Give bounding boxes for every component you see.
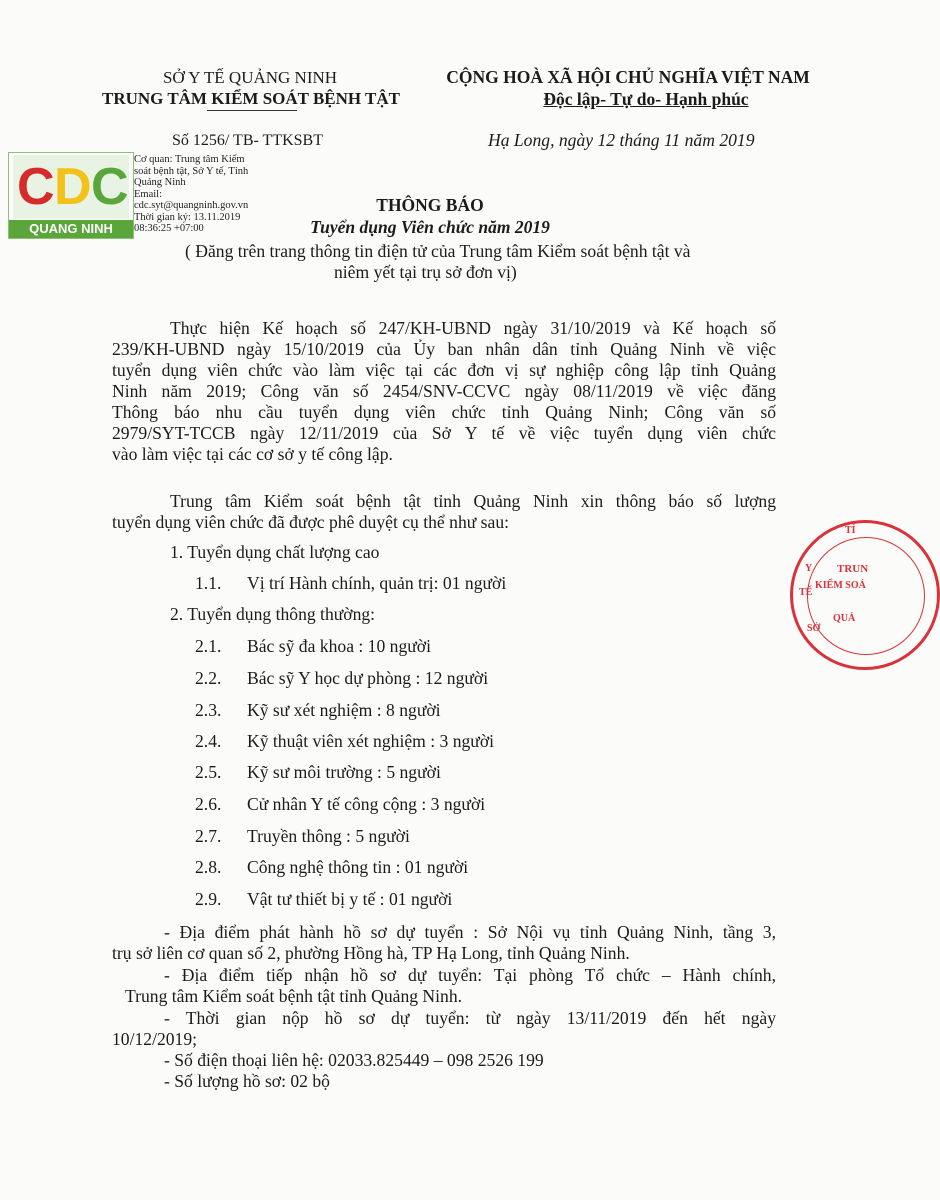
detail-submission-time: - Thời gian nộp hồ sơ dự tuyển: từ ngày 13/11/2019 đến hết ngày (164, 1008, 776, 1028)
signature-line: cdc.syt@quangninh.gov.vn (134, 200, 249, 211)
list-item (195, 636, 431, 657)
signature-line: Thời gian ký: 13.11.2019 (134, 211, 241, 223)
paragraph-line: vào làm việc tại các cơ sở y tế công lập. (112, 444, 393, 464)
item-text: Bác sỹ đa khoa : 10 người (247, 636, 431, 656)
digital-signature-info (134, 154, 284, 235)
list-item (195, 668, 488, 689)
stamp-text: QUẢ (833, 613, 856, 624)
item-number: 2.5. (195, 762, 222, 782)
list-item (195, 794, 485, 815)
item-text: Kỹ sư xét nghiệm : 8 người (247, 700, 441, 720)
stamp-edge-letter: Y (805, 563, 813, 574)
signature-line: Email: (134, 188, 162, 200)
paragraph-announcement (112, 491, 776, 533)
notice-title: THÔNG BÁO (376, 195, 484, 215)
paragraph-legal-basis (112, 318, 776, 465)
details-block (112, 922, 776, 1092)
detail-submission-time-cont: 10/12/2019; (112, 1029, 198, 1049)
item-number: 2.4. (195, 731, 222, 751)
logo-caption: QUANG NINH (9, 220, 133, 238)
list-item (195, 762, 441, 783)
detail-document-count: - Số lượng hồ sơ: 02 bộ (164, 1071, 330, 1091)
list-item (195, 573, 506, 594)
detail-receive-location: - Địa điểm tiếp nhận hồ sơ dự tuyển: Tại phòng Tổ chức – Hành chính, (164, 965, 776, 985)
section-regular-heading: 2. Tuyển dụng thông thường: (170, 604, 376, 624)
item-text: Cử nhân Y tế công cộng : 3 người (247, 794, 486, 814)
detail-receive-location-cont: Trung tâm Kiểm soát bệnh tật tỉnh Quảng Ninh. (125, 986, 463, 1006)
cdc-logo (8, 152, 134, 239)
stamp-edge-letter: TỈ (845, 525, 856, 536)
document-number: Số 1256/ TB- TTKSBT (172, 132, 323, 149)
list-item (195, 857, 468, 878)
signature-line: Cơ quan: Trung tâm Kiểm (134, 154, 245, 165)
paragraph-line: Ninh năm 2019; Công văn số 2454/SNV-CCVC ngày 08/11/2019 về việc đăng (112, 381, 776, 401)
center-name: TRUNG TÂM KIỂM SOÁT BỆNH TẬT (101, 89, 401, 108)
paragraph-line: 239/KH-UBND ngày 15/10/2019 của Ủy ban nhân dân tỉnh Quảng Ninh về việc (112, 339, 776, 359)
detail-phone: - Số điện thoại liên hệ: 02033.825449 – 098 2526 199 (164, 1050, 544, 1070)
agency-name: SỞ Y TẾ QUẢNG NINH (162, 68, 338, 87)
place-date: Hạ Long, ngày 12 tháng 11 năm 2019 (488, 130, 755, 150)
item-number: 2.3. (195, 700, 222, 720)
paragraph-line: tuyển dụng viên chức đã được phê duyệt cụ thể như sau: (112, 512, 510, 532)
paragraph-line: tuyển dụng viên chức vào làm việc tại các đơn vị sự nghiệp công lập tỉnh Quảng (112, 360, 776, 380)
item-number: 2.2. (195, 668, 222, 688)
national-motto: Độc lập- Tự do- Hạnh phúc (543, 89, 749, 109)
signature-line: soát bệnh tật, Sở Y tế, Tỉnh (134, 165, 249, 177)
logo-letter-d-yellow: D (54, 158, 92, 216)
section-high-quality-heading: 1. Tuyển dụng chất lượng cao (170, 542, 380, 562)
stamp-text: KIỂM SOÁ (815, 580, 866, 591)
item-text: Vật tư thiết bị y tế : 01 người (247, 889, 453, 909)
paragraph-line: Trung tâm Kiểm soát bệnh tật tỉnh Quảng Ninh xin thông báo số lượng (170, 491, 776, 511)
item-number: 2.8. (195, 857, 222, 877)
notice-note-line1: ( Đăng trên trang thông tin điện tử của Trung tâm Kiểm soát bệnh tật và (185, 241, 691, 261)
signature-line: Quảng Ninh (134, 177, 186, 188)
logo-letter-c-red: C (17, 158, 55, 216)
official-stamp (790, 520, 940, 670)
paragraph-line: 2979/SYT-TCCB ngày 12/11/2019 của Sở Y tế về việc tuyển dụng viên chức (112, 423, 776, 443)
item-text: Bác sỹ Y học dự phòng : 12 người (247, 668, 489, 688)
logo-letter-c-green: C (91, 158, 129, 216)
stamp-inner-ring (807, 537, 925, 655)
stamp-edge-letter: TẾ (799, 587, 813, 598)
notice-subtitle: Tuyển dụng Viên chức năm 2019 (310, 217, 550, 237)
detail-issue-location-cont: trụ sở liên cơ quan số 2, phường Hồng hà, TP Hạ Long, tỉnh Quảng Ninh. (112, 943, 630, 963)
list-item (195, 826, 410, 847)
paragraph-line: Thông báo nhu cầu tuyển dụng viên chức tỉnh Quảng Ninh; Công văn số (112, 402, 776, 422)
stamp-edge-letter: SỞ (807, 623, 821, 634)
item-number: 2.6. (195, 794, 222, 814)
stamp-text: TRUN (837, 563, 869, 575)
item-text: Công nghệ thông tin : 01 người (247, 857, 469, 877)
item-number: 2.9. (195, 889, 222, 909)
list-item (195, 731, 494, 752)
detail-issue-location: - Địa điểm phát hành hồ sơ dự tuyển : Sở Nội vụ tỉnh Quảng Ninh, tầng 3, (164, 922, 776, 942)
item-number: 2.1. (195, 636, 222, 656)
item-number: 2.7. (195, 826, 222, 846)
national-title: CỘNG HOÀ XÃ HỘI CHỦ NGHĨA VIỆT NAM (446, 67, 810, 87)
item-text: Vị trí Hành chính, quản trị: 01 người (247, 573, 507, 593)
signature-line: 08:36:25 +07:00 (134, 223, 204, 234)
item-text: Kỹ thuật viên xét nghiệm : 3 người (247, 731, 495, 751)
paragraph-line: Thực hiện Kế hoạch số 247/KH-UBND ngày 31/10/2019 và Kế hoạch số (170, 318, 776, 338)
list-item (195, 700, 441, 721)
list-item (195, 889, 452, 910)
left-underline (207, 110, 297, 111)
item-number: 1.1. (195, 573, 222, 593)
notice-note-line2: niêm yết tại trụ sở đơn vị) (334, 262, 517, 282)
item-text: Kỹ sư môi trường : 5 người (247, 762, 441, 782)
item-text: Truyền thông : 5 người (247, 826, 410, 846)
